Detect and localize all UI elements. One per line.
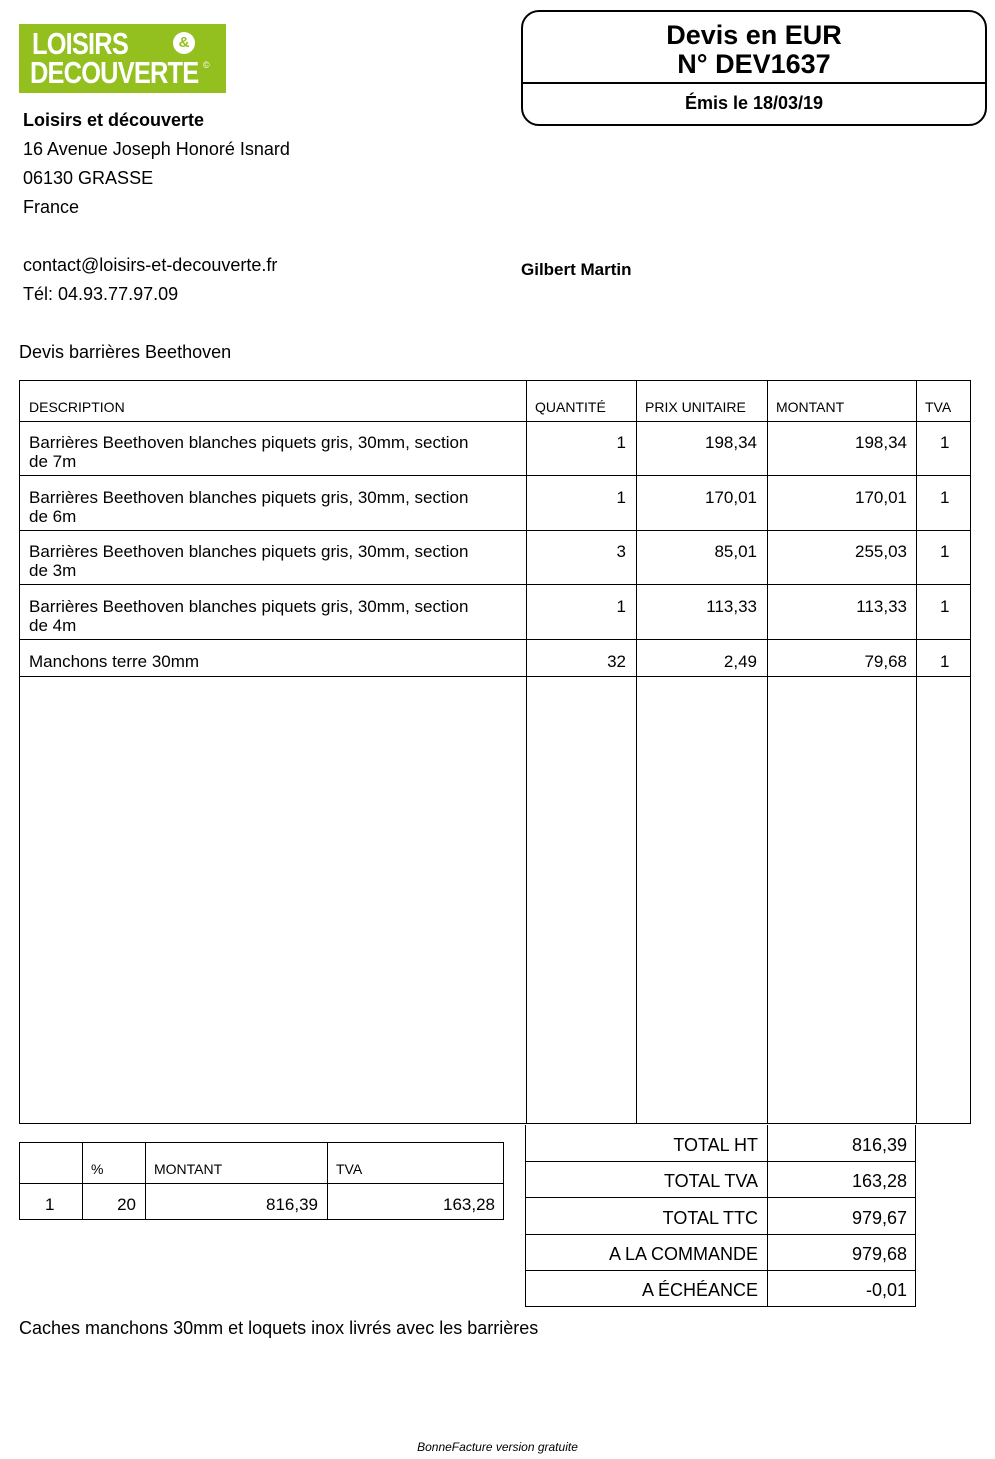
row-amount: 113,33 [856,597,907,616]
order-payment-value: 979,68 [851,1244,907,1264]
total-ht-label: TOTAL HT [673,1135,758,1155]
quote-title: Devis en EUR [666,20,842,50]
table-row-description [29,542,519,580]
vat-base-amount: 816,39 [266,1195,318,1214]
quote-number: N° DEV1637 [677,49,831,79]
company-logo [19,24,226,93]
row-quantity: 32 [607,652,626,671]
logo-copyright: © [203,60,210,70]
table-row-description [29,652,519,671]
total-tva-value: 163,28 [851,1171,907,1191]
company-address-line2: 06130 GRASSE [23,168,154,188]
totals-table [525,1125,916,1307]
company-email[interactable]: contact@loisirs-et-decouverte.fr [23,255,278,275]
description-line: Barrières Beethoven blanches piquets gris, 30mm, section [29,542,469,561]
row-vat: 1 [940,597,950,616]
quote-note: Caches manchons 30mm et loquets inox livrés avec les barrières [19,1318,539,1338]
company-country: France [23,197,80,217]
vat-breakdown-table [19,1142,504,1220]
quote-header-box [521,10,987,126]
table-row-description [29,433,519,471]
header-unit-price: PRIX UNITAIRE [645,399,746,415]
row-unit-price: 170,01 [705,488,757,507]
row-unit-price: 2,49 [723,652,757,671]
total-tva-label: TOTAL TVA [663,1171,758,1191]
quote-subject: Devis barrières Beethoven [19,342,232,362]
row-quantity: 1 [616,488,626,507]
company-name: Loisirs et découverte [23,110,205,130]
description-line: de 3m [29,561,77,580]
client-name: Gilbert Martin [521,260,632,279]
row-divider [20,584,970,585]
quote-issue-date: Émis le 18/03/19 [684,93,824,113]
row-amount: 79,68 [864,652,907,671]
due-payment-value: -0,01 [865,1280,907,1300]
row-divider [526,1197,915,1198]
vat-header-vat: TVA [336,1161,363,1177]
logo-line2: DECOUVERTE [30,55,199,90]
vat-header-amount: MONTANT [154,1161,223,1177]
row-vat: 1 [940,542,950,561]
row-vat: 1 [940,433,950,452]
company-phone: Tél: 04.93.77.97.09 [23,284,179,304]
table-row-description [29,597,519,635]
total-ht-value: 816,39 [851,1135,907,1155]
row-divider [20,475,970,476]
description-line: de 7m [29,452,77,471]
row-divider [526,1270,915,1271]
row-unit-price: 85,01 [714,542,757,561]
description-line: de 6m [29,507,77,526]
row-unit-price: 198,34 [705,433,757,452]
header-vat: TVA [925,399,952,415]
row-quantity: 1 [616,597,626,616]
table-row-description [29,488,519,526]
row-amount: 255,03 [855,542,907,561]
order-payment-label: A LA COMMANDE [608,1244,758,1264]
row-quantity: 3 [616,542,626,561]
row-vat: 1 [940,488,950,507]
row-divider [20,639,970,640]
row-divider [20,1183,503,1184]
header-amount: MONTANT [776,399,845,415]
row-quantity: 1 [616,433,626,452]
description-line: Manchons terre 30mm [29,652,200,671]
due-payment-label: A ÉCHÉANCE [641,1280,758,1300]
row-divider [20,676,970,677]
vat-rate: 20 [117,1195,136,1214]
row-vat: 1 [940,652,950,671]
vat-header-rate: % [91,1161,104,1177]
description-line: Barrières Beethoven blanches piquets gris, 30mm, section [29,597,469,616]
row-amount: 198,34 [855,433,907,452]
header-description: DESCRIPTION [29,399,125,415]
footer-credit: BonneFacture version gratuite [417,1440,578,1454]
column-divider [916,381,917,1123]
vat-amount: 163,28 [443,1195,495,1214]
row-divider [526,1234,915,1235]
total-ttc-value: 979,67 [851,1208,907,1228]
logo-ampersand: & [173,32,195,54]
header-quantity: QUANTITÉ [535,399,606,415]
description-line: de 4m [29,616,77,635]
logo-line1: LOISIRS [32,26,128,61]
row-divider [526,1161,915,1162]
row-unit-price: 113,33 [706,597,757,616]
description-line: Barrières Beethoven blanches piquets gris, 30mm, section [29,488,469,507]
company-address-line1: 16 Avenue Joseph Honoré Isnard [23,139,290,159]
row-amount: 170,01 [855,488,907,507]
quote-header-divider [523,82,985,84]
description-line: Barrières Beethoven blanches piquets gris, 30mm, section [29,433,469,452]
vat-code: 1 [45,1195,55,1214]
row-divider [20,421,970,422]
line-items-table [19,380,971,1124]
row-divider [20,530,970,531]
total-ttc-label: TOTAL TTC [662,1208,758,1228]
